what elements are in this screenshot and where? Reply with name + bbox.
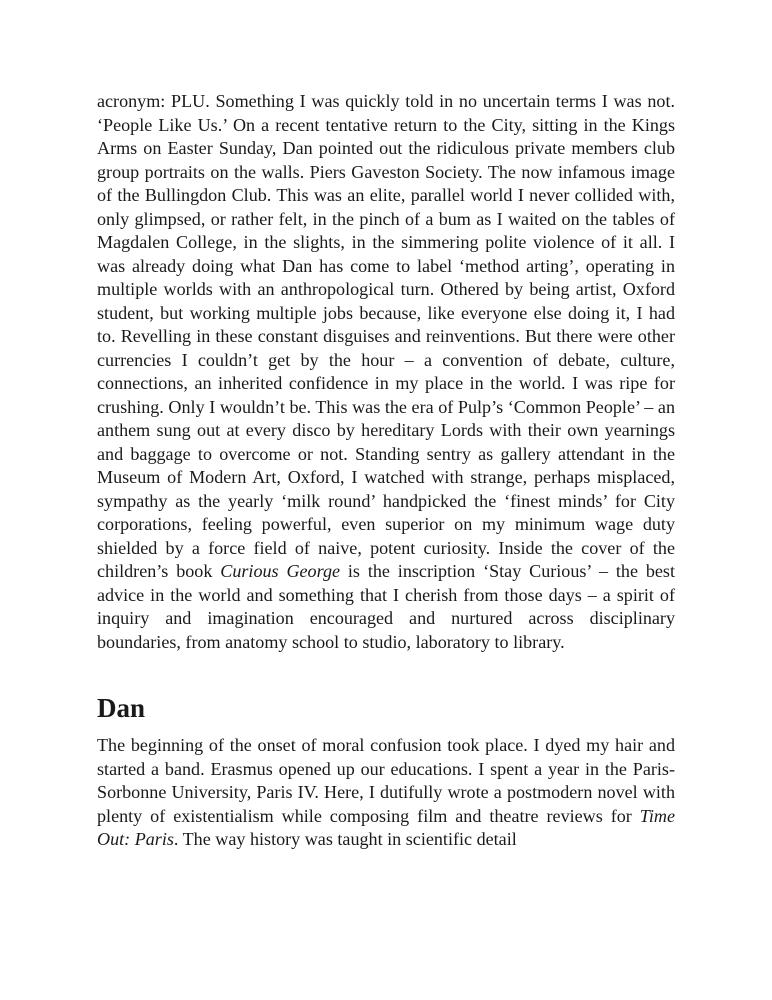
paragraph-text: The beginning of the onset of moral confusion took place. I dyed my hair and started a band. Erasmus opened up our educations. I spent a year in the Paris-Sorbonne University, Paris IV. Here, I dutifully wrote a postmodern novel with plenty of existentialism while composing film and theatre reviews for xyxy=(97,735,675,826)
body-paragraph xyxy=(97,734,675,852)
section-heading: Dan xyxy=(97,693,146,723)
publication-title: Time Out: Paris xyxy=(97,805,675,849)
body-paragraph xyxy=(97,90,675,654)
book-title: Curious George xyxy=(220,561,341,581)
document-page xyxy=(97,90,675,852)
paragraph-text: . The way history was taught in scientific detail xyxy=(173,829,517,849)
paragraph-text: acronym: PLU. Something I was quickly told in no uncertain terms I was not. ‘People Like Us.’ On a recent tentative return to the City, sitting in the Kings Arms on Easter Sunday, Dan pointed out the ridiculous private members club group portraits on the walls. Piers Gaveston Society. The now infamous image of the Bullingdon Club. This was an elite, parallel world I never collided with, only glimpsed, or rather felt, in the pinch of a bum as I waited on the tables of Magdalen College, in the slights, in the simmering polite violence of it all. I was already doing what Dan has come to label ‘method arting’, operating in multiple worlds with an anthropological turn. Othered by being artist, Oxford student, but working multiple jobs because, like everyone else doing it, I had to. Revelling in these constant disguises and reinventions. But there were other currencies I couldn’t get by the hour – a convention of debate, culture, connections, an inherited confidence in my place in the world. I was ripe for crushing. Only I wouldn’t be. This was the era of Pulp’s ‘Common People’ – an anthem sung out at every disco by hereditary Lords with their own yearnings and baggage to overcome or not. Standing sentry as gallery attendant in the Museum of Modern Art, Oxford, I watched with strange, perhaps misplaced, sympathy as the yearly ‘milk round’ handpicked the ‘finest minds’ for City corporations, feeling powerful, even superior on my minimum wage duty shielded by a force field of naive, potent curiosity. Inside the cover of the children’s book xyxy=(97,91,675,581)
paragraph-text: is the inscription ‘Stay Curious’ – the best advice in the world and something that I cherish from those days – a spirit of inquiry and imagination encouraged and nurtured across disciplinary boundaries, from anatomy school to studio, laboratory to library. xyxy=(97,561,675,652)
